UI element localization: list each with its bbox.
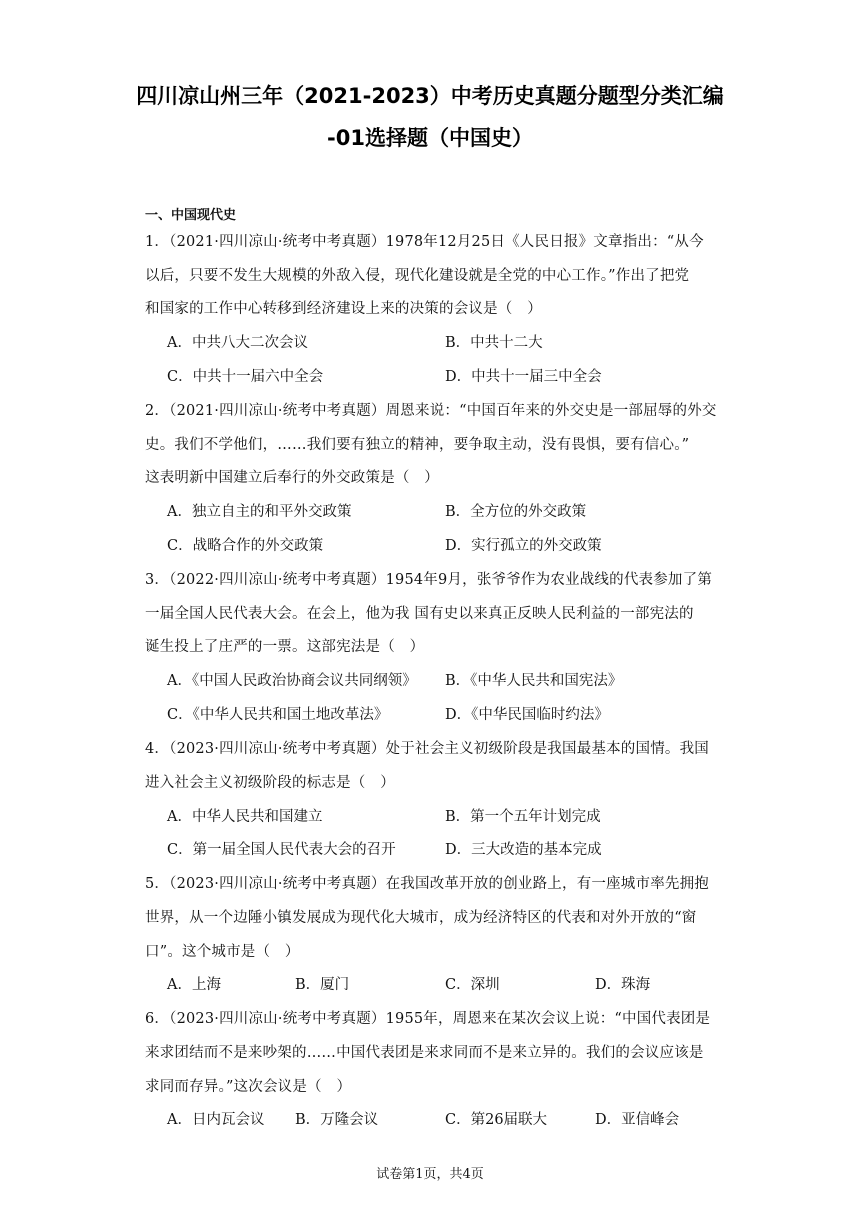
question-4-option-b[interactable]: B．第一个五年计划完成	[445, 809, 601, 825]
question-2-option-a[interactable]: A．独立自主的和平外交政策	[167, 504, 352, 520]
question-3-option-c[interactable]: C．《中华人民共和国土地改革法》	[167, 707, 389, 723]
question-1-line-3: 和国家的工作中心转移到经济建设上来的决策的会议是（ ）	[145, 301, 542, 317]
question-1-option-d[interactable]: D．中共十一届三中全会	[445, 369, 602, 385]
question-5-line-1: 5．（2023·四川凉山·统考中考真题）在我国改革开放的创业路上，有一座城市率先拥抱	[145, 876, 709, 892]
question-2-line-1: 2．（2021·四川凉山·统考中考真题）周恩来说：“中国百年来的外交史是一部屈辱的外交	[145, 403, 717, 419]
question-3-option-d[interactable]: D．《中华民国临时约法》	[445, 707, 609, 723]
question-1-option-c[interactable]: C．中共十一届六中全会	[167, 369, 324, 385]
question-6-option-d[interactable]: D．亚信峰会	[595, 1112, 680, 1128]
question-1-line-2: 以后，只要不发生大规模的外敌入侵，现代化建设就是全党的中心工作。”作出了把党	[145, 268, 690, 284]
question-6-option-a[interactable]: A．日内瓦会议	[167, 1112, 265, 1128]
question-4-line-1: 4．（2023·四川凉山·统考中考真题）处于社会主义初级阶段是我国最基本的国情。我国	[145, 741, 709, 757]
question-5-line-2: 世界，从一个边陲小镇发展成为现代化大城市，成为经济特区的代表和对外开放的“窗	[145, 910, 697, 926]
question-2-line-3: 这表明新中国建立后奉行的外交政策是（ ）	[145, 470, 439, 486]
question-4-option-c[interactable]: C．第一届全国人民代表大会的召开	[167, 842, 396, 858]
section-heading: 一、中国现代史	[145, 208, 237, 223]
question-3-line-2: 一届全国人民代表大会。在会上，他为我 国有史以来真正反映人民利益的一部宪法的	[145, 606, 694, 622]
question-5-option-b[interactable]: B．厦门	[295, 977, 350, 993]
question-1-line-1: 1．（2021·四川凉山·统考中考真题）1978年12月25日《人民日报》文章指出：“从今	[145, 234, 704, 250]
document-title-line-1: 四川凉山州三年（2021-2023）中考历史真题分题型分类汇编	[136, 84, 724, 108]
question-5-option-a[interactable]: A．上海	[167, 977, 221, 993]
page-footer: 试卷第1页，共4页	[376, 1167, 484, 1182]
question-2-option-d[interactable]: D．实行孤立的外交政策	[445, 538, 602, 554]
question-1-option-b[interactable]: B．中共十二大	[445, 335, 543, 351]
question-6-line-1: 6．（2023·四川凉山·统考中考真题）1955年，周恩来在某次会议上说：“中国代表团是	[145, 1011, 711, 1027]
question-2-option-c[interactable]: C．战略合作的外交政策	[167, 538, 324, 554]
question-5-option-d[interactable]: D．珠海	[595, 977, 651, 993]
question-1-option-a[interactable]: A．中共八大二次会议	[167, 335, 308, 351]
question-4-option-a[interactable]: A．中华人民共和国建立	[167, 809, 323, 825]
question-2-option-b[interactable]: B．全方位的外交政策	[445, 504, 587, 520]
question-3-option-a[interactable]: A．《中国人民政治协商会议共同纲领》	[167, 673, 417, 689]
question-3-line-3: 诞生投上了庄严的一票。这部宪法是（ ）	[145, 639, 425, 655]
question-5-line-3: 口”。这个城市是（ ）	[145, 944, 300, 960]
question-6-line-3: 求同而存异。”这次会议是（ ）	[145, 1079, 352, 1095]
question-6-line-2: 来求团结而不是来吵架的……中国代表团是来求同而不是来立异的。我们的会议应该是	[145, 1045, 704, 1061]
question-3-line-1: 3．（2022·四川凉山·统考中考真题）1954年9月，张爷爷作为农业战线的代表参加了第	[145, 572, 713, 588]
question-4-option-d[interactable]: D．三大改造的基本完成	[445, 842, 602, 858]
question-3-option-b[interactable]: B．《中华人民共和国宪法》	[445, 673, 623, 689]
question-5-option-c[interactable]: C．深圳	[445, 977, 500, 993]
question-6-option-c[interactable]: C．第26届联大	[445, 1112, 548, 1128]
question-4-line-2: 进入社会主义初级阶段的标志是（ ）	[145, 775, 395, 791]
question-2-line-2: 史。我们不学他们，……我们要有独立的精神，要争取主动，没有畏惧，要有信心。”	[145, 437, 690, 453]
question-6-option-b[interactable]: B．万隆会议	[295, 1112, 379, 1128]
document-title-line-2: -01选择题（中国史）	[327, 126, 533, 150]
